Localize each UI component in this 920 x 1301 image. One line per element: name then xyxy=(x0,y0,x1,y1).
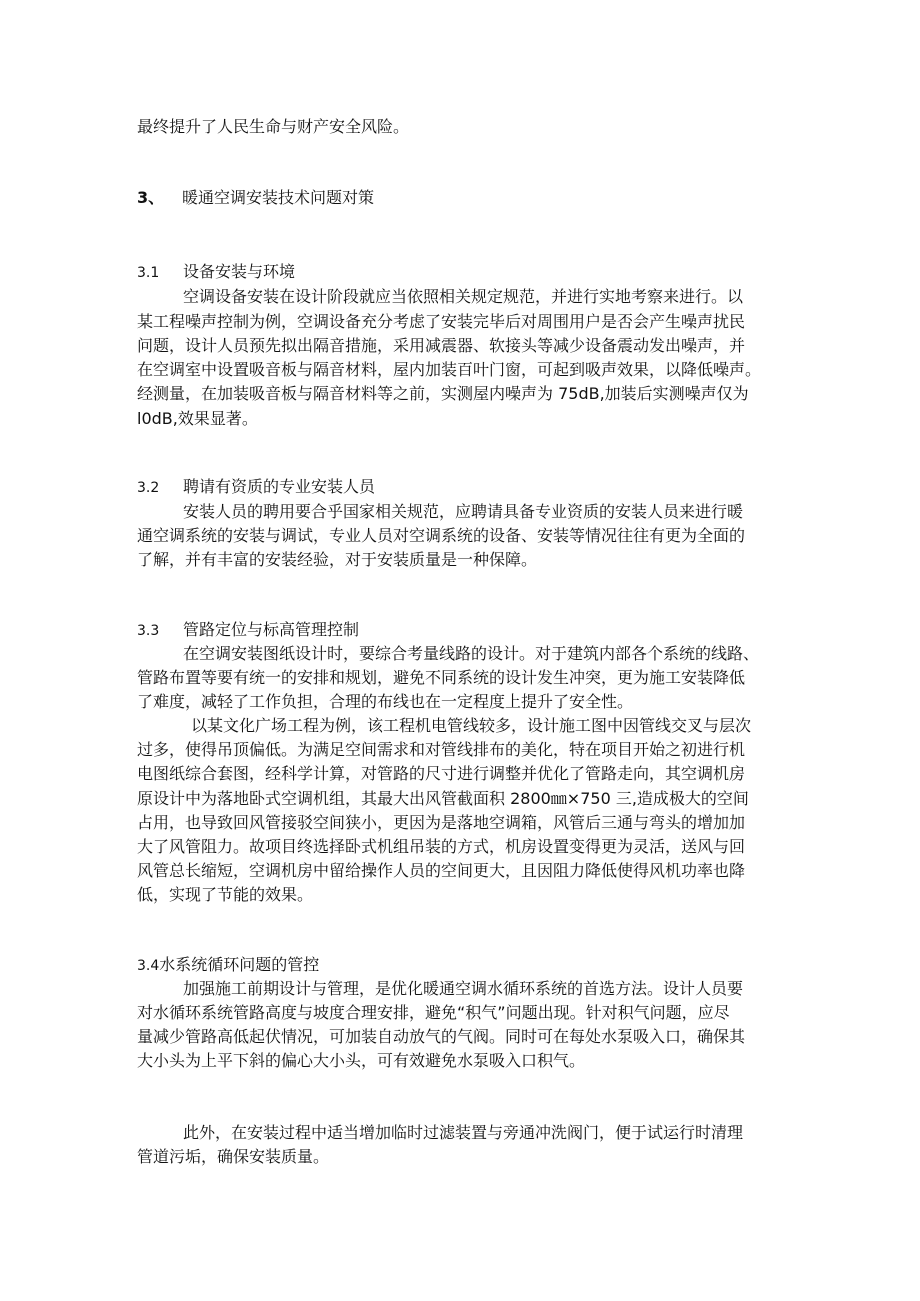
s32-line-2: 通空调系统的安装与调试，专业人员对空调系统的设备、安装等情况往往有更为全面的 xyxy=(137,526,746,545)
section-3-title: 暖通空调安装技术问题对策 xyxy=(182,188,375,207)
s31-line-5: 经测量，在加装吸音板与隔音材料等之前，实测屋内噪声为 75dB,加装后实测噪声仅为 xyxy=(137,384,749,403)
subsection-3-4-number: 3.4 xyxy=(137,958,160,974)
s33-line-1: 在空调安装图纸设计时，要综合考量线路的设计。对于建筑内部各个系统的线路、 xyxy=(183,644,760,663)
s31-line-6: l0dB,效果显著。 xyxy=(137,409,258,428)
s33-line-9: 大了风管阻力。故项目终选择卧式机组吊装的方式，机房设置变得更为灵活，送风与回 xyxy=(137,837,746,856)
s31-line-1: 空调设备安装在设计阶段就应当依照相关规定规范，并进行实地考察来进行。以 xyxy=(183,287,744,306)
s31-line-4: 在空调室中设置吸音板与隔音材料，屋内加装百叶门窗，可起到吸声效果，以降低噪声。 xyxy=(137,360,762,379)
s34-line-2: 对水循环系统管路高度与坡度合理安排，避免“积气”问题出现。针对积气问题，应尽 xyxy=(137,1003,730,1022)
s33-line-2: 管路布置等要有统一的安排和规划，避免不同系统的设计发生冲突，更为施工安装降低 xyxy=(137,668,746,687)
s33-line-7: 原设计中为落地卧式空调机组，其最大出风管截面积 2800㎜×750 三,造成极大的空间 xyxy=(137,789,749,808)
s33-line-6: 电图纸综合套图，经科学计算，对管路的尺寸进行调整并优化了管路走向，其空调机房 xyxy=(137,764,746,783)
s33-line-10: 风管总长缩短，空调机房中留给操作人员的空间更大，且因阻力降低使得风机功率也降 xyxy=(137,861,746,880)
s33-line-4: 以某文化广场工程为例，该工程机电管线较多，设计施工图中因管线交叉与层次 xyxy=(191,716,752,735)
s31-line-3: 问题，设计人员预先拟出隔音措施，采用减震器、软接头等减少设备震动发出噪声，并 xyxy=(137,336,746,355)
s32-line-3: 了解，并有丰富的安装经验，对于安装质量是一种保障。 xyxy=(137,550,538,569)
s34-line-4: 大小头为上平下斜的偏心大小头，可有效避免水泵吸入口积气。 xyxy=(137,1051,586,1070)
intro-paragraph-line: 最终提升了人民生命与财产安全风险。 xyxy=(137,117,410,136)
closing-line-1: 此外，在安装过程中适当增加临时过滤装置与旁通冲洗阀门，便于试运行时清理 xyxy=(183,1123,744,1142)
subsection-3-1-number: 3.1 xyxy=(137,265,160,281)
section-3-heading xyxy=(137,188,374,208)
subsection-3-4-heading xyxy=(137,955,319,976)
subsection-3-3-number: 3.3 xyxy=(137,623,160,639)
s33-line-3: 了难度，减轻了工作负担，合理的布线也在一定程度上提升了安全性。 xyxy=(137,692,634,711)
subsection-3-3-title: 管路定位与标高管理控制 xyxy=(183,620,360,639)
s34-line-3: 量减少管路高低起伏情况，可加装自动放气的气阀。同时可在每处水泵吸入口，确保其 xyxy=(137,1027,746,1046)
subsection-3-4-title: 水系统循环问题的管控 xyxy=(159,955,320,974)
s34-line-1: 加强施工前期设计与管理，是优化暖通空调水循环系统的首选方法。设计人员要 xyxy=(183,979,744,998)
subsection-3-2-number: 3.2 xyxy=(137,480,160,496)
subsection-3-1-heading xyxy=(137,262,295,283)
s32-line-1: 安装人员的聘用要合乎国家相关规范，应聘请具备专业资质的安装人员来进行暖 xyxy=(183,502,744,521)
s33-line-8: 占用，也导致回风管接驳空间狭小，更因为是落地空调箱，风管后三通与弯头的增加加 xyxy=(137,813,746,832)
subsection-3-2-title: 聘请有资质的专业安装人员 xyxy=(183,477,376,496)
subsection-3-2-heading xyxy=(137,477,375,498)
section-3-number: 3、 xyxy=(137,188,165,207)
closing-line-2: 管道污垢，确保安装质量。 xyxy=(137,1147,330,1166)
s31-line-2: 某工程噪声控制为例，空调设备充分考虑了安装完毕后对周围用户是否会产生噪声扰民 xyxy=(137,312,746,331)
s33-line-5: 过多，使得吊顶偏低。为满足空间需求和对管线排布的美化，特在项目开始之初进行机 xyxy=(137,740,746,759)
subsection-3-1-title: 设备安装与环境 xyxy=(183,262,296,281)
s33-line-11: 低，实现了节能的效果。 xyxy=(137,885,314,904)
subsection-3-3-heading xyxy=(137,620,359,641)
